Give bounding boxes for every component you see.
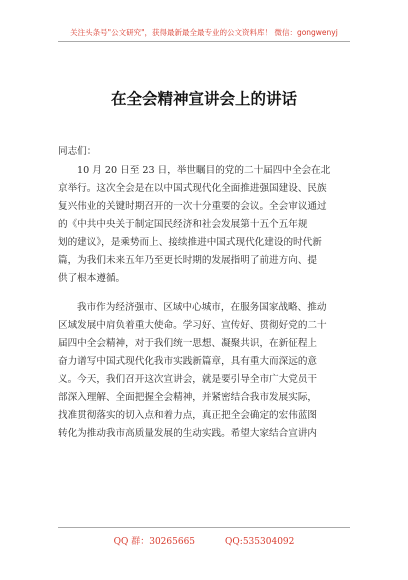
paragraph-line: 转化为推动我市高质量发展的生动实践。希望大家结合宣讲内: [58, 428, 318, 439]
paragraph-line: 复兴伟业的关键时期召开的一次十分重要的会议。全会审议通过: [58, 201, 327, 212]
paragraph-line: 的《中共中央关于制定国民经济和社会发展第十五个五年规: [58, 219, 308, 230]
footer-qq: QQ:535304092: [225, 537, 295, 547]
paragraph-line: 我市作为经济强市、区域中心城市，在服务国家战略、推动: [77, 302, 327, 313]
paragraph-line: 义。今天，我们召开这次宣讲会，就是要引导全市广大党员干: [58, 374, 318, 385]
footer-qq-group: QQ 群：30265665: [113, 537, 196, 547]
paragraph-line: 找准贯彻落实的切入点和着力点，真正把全会确定的宏伟蓝图: [58, 410, 318, 421]
paragraph-line: 篇，为我们未来五年乃至更长时期的发展指明了前进方向、提: [58, 255, 318, 266]
paragraph-line: 京举行。这次全会是在以中国式现代化全面推进强国建设、民族: [58, 183, 327, 194]
footer-divider: [58, 527, 350, 528]
paragraph-line: 10 月 20 日至 23 日，举世瞩目的党的二十届四中全会在北: [77, 165, 331, 176]
footer-contact: [0, 534, 408, 547]
paragraph-line: 供了根本遵循。: [58, 273, 126, 284]
document-title: 在全会精神宣讲会上的讲话: [110, 90, 297, 108]
salutation: 同志们：: [58, 146, 97, 157]
header-promo-note: 关注头条号"公文研究"，获得最新最全最专业的公文资料库！ 微信：gongwenyj: [70, 28, 338, 37]
paragraph-line: 部深入理解、全面把握全会精神，并紧密结合我市发展实际，: [58, 392, 318, 403]
header-divider: [58, 41, 350, 42]
paragraph-line: 奋力谱写中国式现代化我市实践新篇章，具有重大而深远的意: [58, 356, 318, 367]
paragraph-line: 区域发展中肩负着重大使命。学习好、宣传好、贯彻好党的二十: [58, 320, 327, 331]
paragraph-line: 划的建议》，是乘势而上、接续推进中国式现代化建设的时代新: [58, 237, 322, 248]
paragraph-line: 届四中全会精神，对于我们统一思想、凝聚共识，在新征程上: [58, 338, 318, 349]
